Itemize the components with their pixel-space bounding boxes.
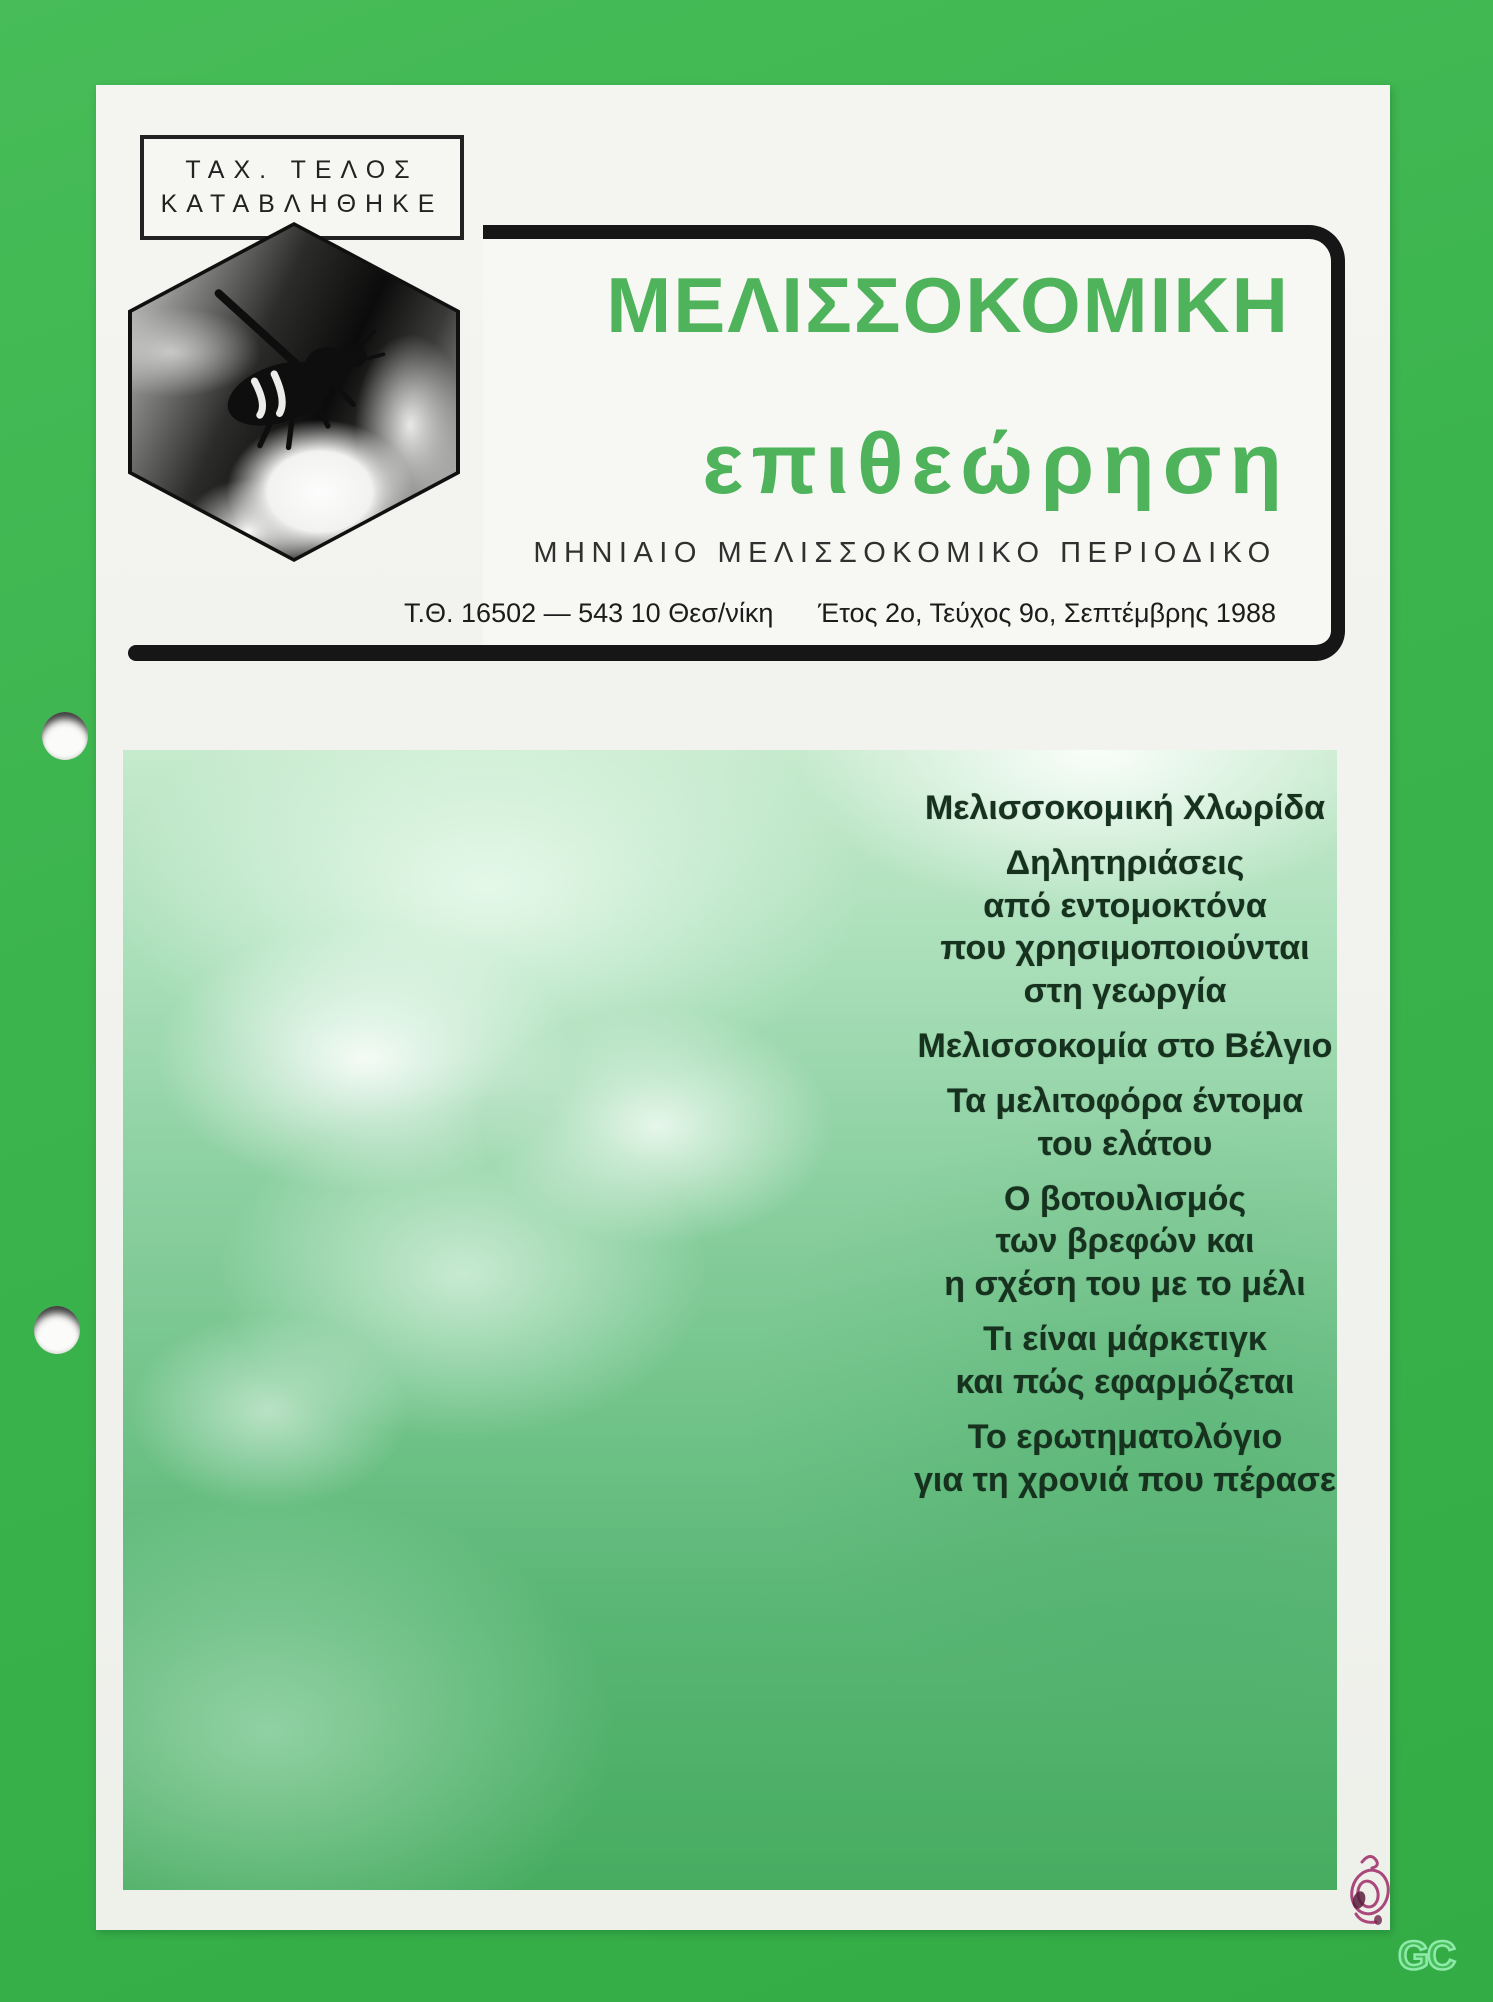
contents-article-title: Ο βοτουλισμός των βρεφών και η σχέση του με το μέλι bbox=[944, 1179, 1306, 1304]
contents-list bbox=[800, 787, 1450, 1513]
contents-article-title: Δηλητηριάσεις από εντομοκτόνα που χρησιμοποιούνται στη γεωργία bbox=[940, 843, 1310, 1011]
postal-fee-stamp-line2: ΚΑΤΑΒΛΗΘΗΚΕ bbox=[160, 189, 444, 218]
magazine-title-secondary: επιθεώρηση bbox=[702, 416, 1290, 512]
masthead-info-row bbox=[404, 598, 1276, 629]
magazine-subtitle: ΜΗΝΙΑΙΟ ΜΕΛΙΣΣΟΚΟΜΙΚΟ ΠΕΡΙΟΔΙΚΟ bbox=[533, 537, 1277, 569]
hole-punch bbox=[34, 1306, 80, 1354]
magazine-cover-page bbox=[96, 85, 1390, 1930]
magazine-title: ΜΕΛΙΣΣΟΚΟΜΙΚΗ bbox=[606, 261, 1290, 349]
contents-article-title: Μελισσοκομία στο Βέλγιο bbox=[917, 1027, 1333, 1066]
masthead-frame-underline bbox=[128, 645, 488, 661]
contents-article-title: Τι είναι μάρκετιγκ και πώς εφαρμόζεται bbox=[955, 1320, 1295, 1401]
ink-stamp-mark bbox=[1342, 1848, 1398, 1934]
contents-article-title: Τα μελιτοφόρα έντομα του ελάτου bbox=[946, 1081, 1304, 1163]
postal-fee-stamp-line1: ΤΑΧ. ΤΕΛΟΣ bbox=[185, 156, 419, 184]
bee-hexagon-photo-inner bbox=[132, 226, 456, 558]
bee-icon bbox=[190, 279, 405, 494]
hole-punch bbox=[42, 712, 88, 760]
issue-date: Έτος 2ο, Τεύχος 9ο, Σεπτέμβρης 1988 bbox=[818, 598, 1276, 628]
po-box-address: Τ.Θ. 16502 — 543 10 Θεσ/νίκη bbox=[404, 598, 774, 628]
gc-watermark: GC bbox=[1398, 1934, 1454, 1978]
contents-article-title: Μελισσοκομική Χλωρίδα bbox=[924, 789, 1325, 827]
bee-hexagon-photo bbox=[128, 222, 460, 562]
postal-fee-stamp-box bbox=[140, 135, 464, 240]
contents-article-title: Το ερωτηματολόγιο για τη χρονιά που πέρασε bbox=[914, 1417, 1336, 1499]
